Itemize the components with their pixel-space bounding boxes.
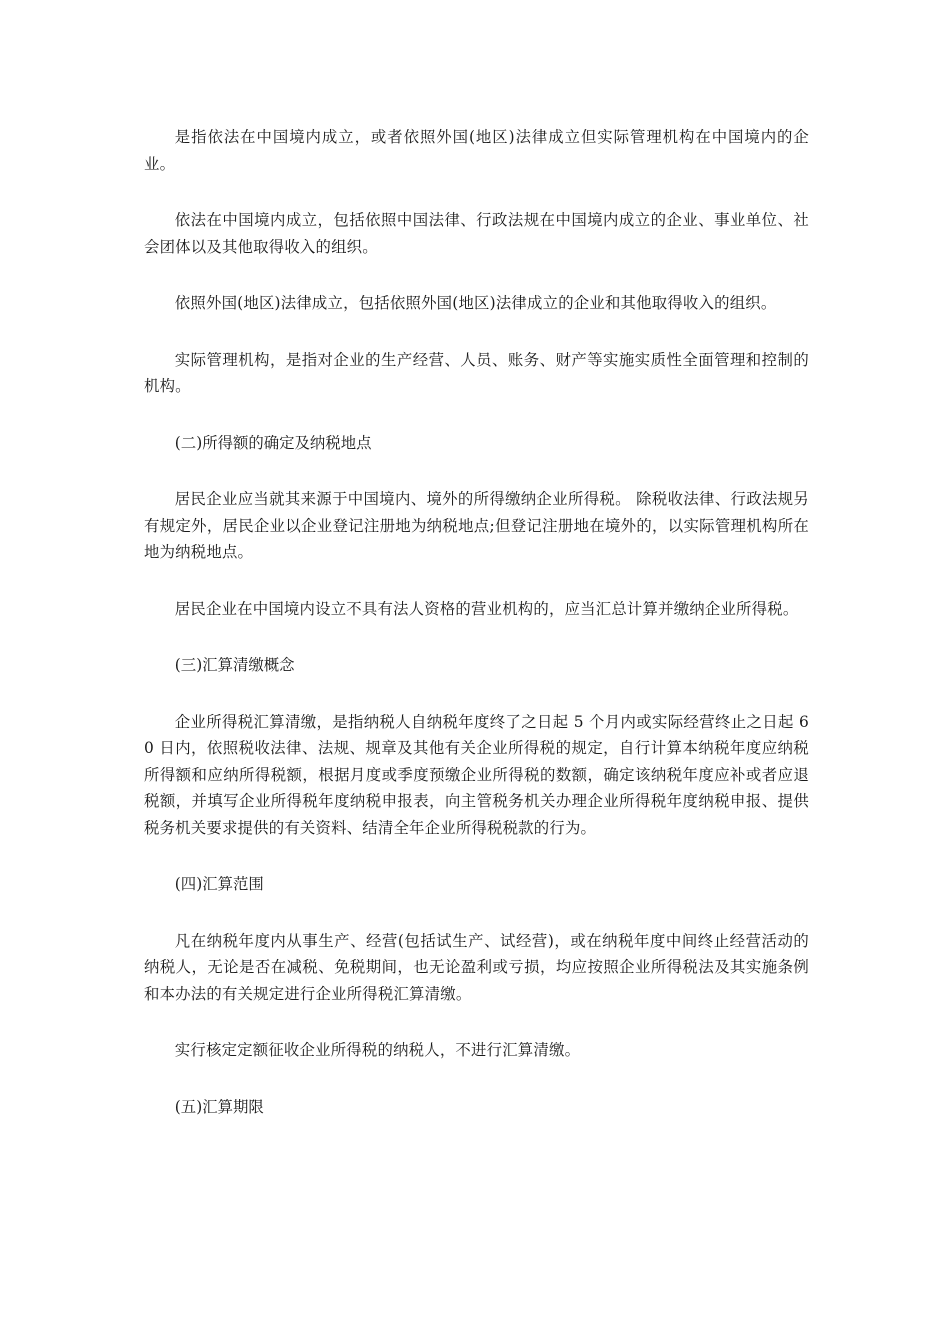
paragraph-actual-management: 实际管理机构，是指对企业的生产经营、人员、账务、财产等实施实质性全面管理和控制的机构。 xyxy=(144,350,809,395)
section-heading-3: (三)汇算清缴概念 xyxy=(174,656,295,674)
paragraph-resident-enterprise-definition: 是指依法在中国境内成立，或者依照外国(地区)法律成立但实际管理机构在中国境内的企业。 xyxy=(144,128,809,173)
document-page xyxy=(144,124,809,1150)
paragraph-branch-aggregation: 居民企业在中国境内设立不具有法人资格的营业机构的，应当汇总计算并缴纳企业所得税。 xyxy=(174,599,799,618)
paragraph-established-abroad: 依照外国(地区)法律成立，包括依照外国(地区)法律成立的企业和其他取得收入的组织。 xyxy=(174,294,777,312)
paragraph-quota-exemption: 实行核定定额征收企业所得税的纳税人，不进行汇算清缴。 xyxy=(174,1041,581,1059)
section-heading-4: (四)汇算范围 xyxy=(174,875,264,893)
section-heading-2: (二)所得额的确定及纳税地点 xyxy=(174,433,372,452)
paragraph-settlement-scope: 凡在纳税年度内从事生产、经营(包括试生产、试经营)，或在纳税年度中间终止经营活动的纳税人，无论是否在减税、免税期间，也无论盈利或亏损，均应按照企业所得税法及其实施条例和本办法的有关规定进行企业所得税汇算清缴。 xyxy=(144,931,809,1003)
paragraph-tax-location: 居民企业应当就其来源于中国境内、境外的所得缴纳企业所得税。 除税收法律、行政法规另有规定外，居民企业以企业登记注册地为纳税地点;但登记注册地在境外的，以实际管理机构所在地为纳税地点。 xyxy=(144,490,809,561)
paragraph-established-in-china: 依法在中国境内成立，包括依照中国法律、行政法规在中国境内成立的企业、事业单位、社会团体以及其他取得收入的组织。 xyxy=(144,211,809,256)
paragraph-settlement-concept: 企业所得税汇算清缴，是指纳税人自纳税年度终了之日起 5 个月内或实际经营终止之日起 60 日内，依照税收法律、法规、规章及其他有关企业所得税的规定，自行计算本纳税年度应纳税所得额和应纳所得税额，根据月度或季度预缴企业所得税的数额，确定该纳税年度应补或者应退税额，并填写企业所得税年度纳税申报表，向主管税务机关办理企业所得税年度纳税申报、提供税务机关要求提供的有关资料、结清全年企业所得税税款的行为。 xyxy=(144,712,809,837)
section-heading-5: (五)汇算期限 xyxy=(174,1097,264,1116)
